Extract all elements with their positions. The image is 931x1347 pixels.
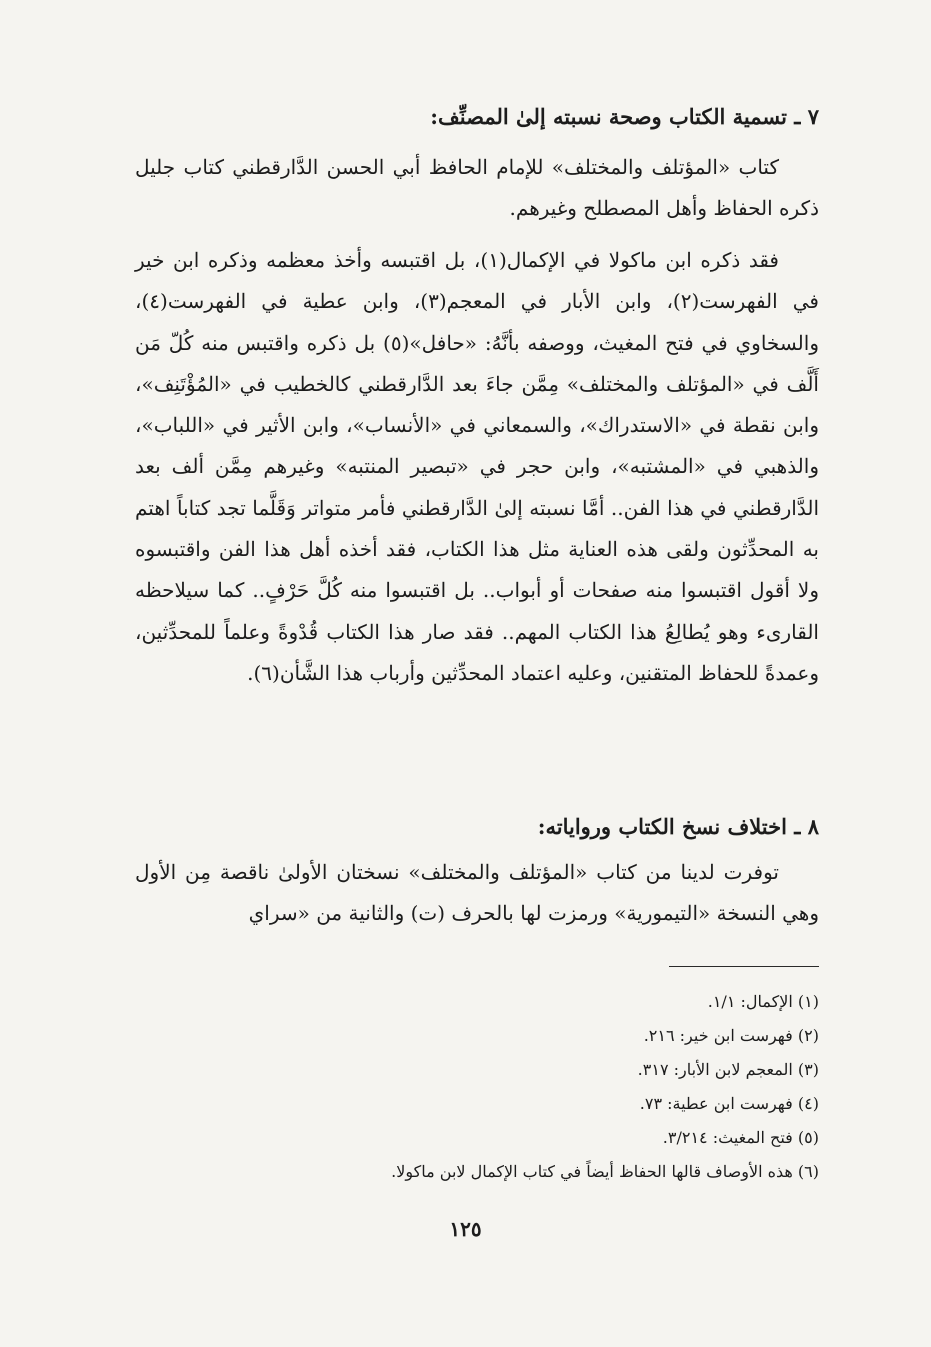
footnotes-list (135, 985, 819, 1189)
footnote-separator (669, 966, 819, 967)
section-7-paragraph-1: كتاب «المؤتلف والمختلف» للإمام الحافظ أبي الحسن الدَّارقطني كتاب جليل ذكره الحفاظ وأهل المصطلح وغيرهم. (135, 155, 819, 221)
footnote-1: (١) الإكمال: ١/١. (707, 992, 819, 1011)
footnote-3: (٣) المعجم لابن الأبار: ٣١٧. (637, 1060, 819, 1079)
footnote-6: (٦) هذه الأوصاف قالها الحفاظ أيضاً في كتاب الإكمال لابن ماكولا. (391, 1162, 819, 1181)
footnote-5: (٥) فتح المغيث: ٣/٢١٤. (662, 1128, 819, 1147)
section-8-paragraph-1: توفرت لدينا من كتاب «المؤتلف والمختلف» نسختان الأولىٰ ناقصة مِن الأول وهي النسخة «التيمورية» ورمزت لها بالحرف (ت) والثانية من «سراي (135, 860, 819, 926)
footnote-4: (٤) فهرست ابن عطية: ٧٣. (639, 1094, 819, 1113)
page-number: ١٢٥ (449, 1217, 482, 1241)
section-7-paragraph-2: فقد ذكره ابن ماكولا في الإكمال(١)، بل اقتبسه وأخذ معظمه وذكره ابن خير في الفهرست(٢)، وابن الأبار في المعجم(٣)، وابن عطية في الفهرست(٤)، والسخاوي في فتح المغيث، ووصفه بأنَّهُ: «حافل»(٥) بل ذكره واقتبس منه كُلّ مَن أَلَّف في «المؤتلف والمختلف» مِمَّن جاءَ بعد الدَّارقطني كالخطيب في «المُؤْتَنِف»، وابن نقطة في «الاستدراك»، والسمعاني في «الأنساب»، وابن الأثير في «اللباب»، والذهبي في «المشتبه»، وابن حجر في «تبصير المنتبه» وغيرهم مِمَّن ألف بعد الدَّارقطني في هذا الفن.. أمَّا نسبته إلىٰ الدَّارقطني فأمر متواتر وَقَلَّما تجد كتاباً اهتم به المحدِّثون ولقى هذه العناية مثل هذا الكتاب، فقد أخذه أهل هذا الفن واقتبسوه ولا أقول اقتبسوا منه صفحات أو أبواب.. بل اقتبسوا منه كُلَّ حَرْفٍ.. كما سيلاحظه القارىء وهو يُطالِعُ هذا الكتاب المهم.. فقد صار هذا الكتاب قُدْوةً وعلماً للمحدِّثين، وعمدةً للحفاظ المتقنين، وعليه اعتماد المحدِّثين وأرباب هذا الشَّأن(٦). (135, 248, 819, 685)
section-8-heading: ٨ ـ اختلاف نسخ الكتاب ورواياته: (537, 814, 819, 839)
section-7-heading: ٧ ـ تسمية الكتاب وصحة نسبته إلىٰ المصنِّف: (430, 104, 819, 129)
footnote-2: (٢) فهرست ابن خير: ٢١٦. (643, 1026, 819, 1045)
